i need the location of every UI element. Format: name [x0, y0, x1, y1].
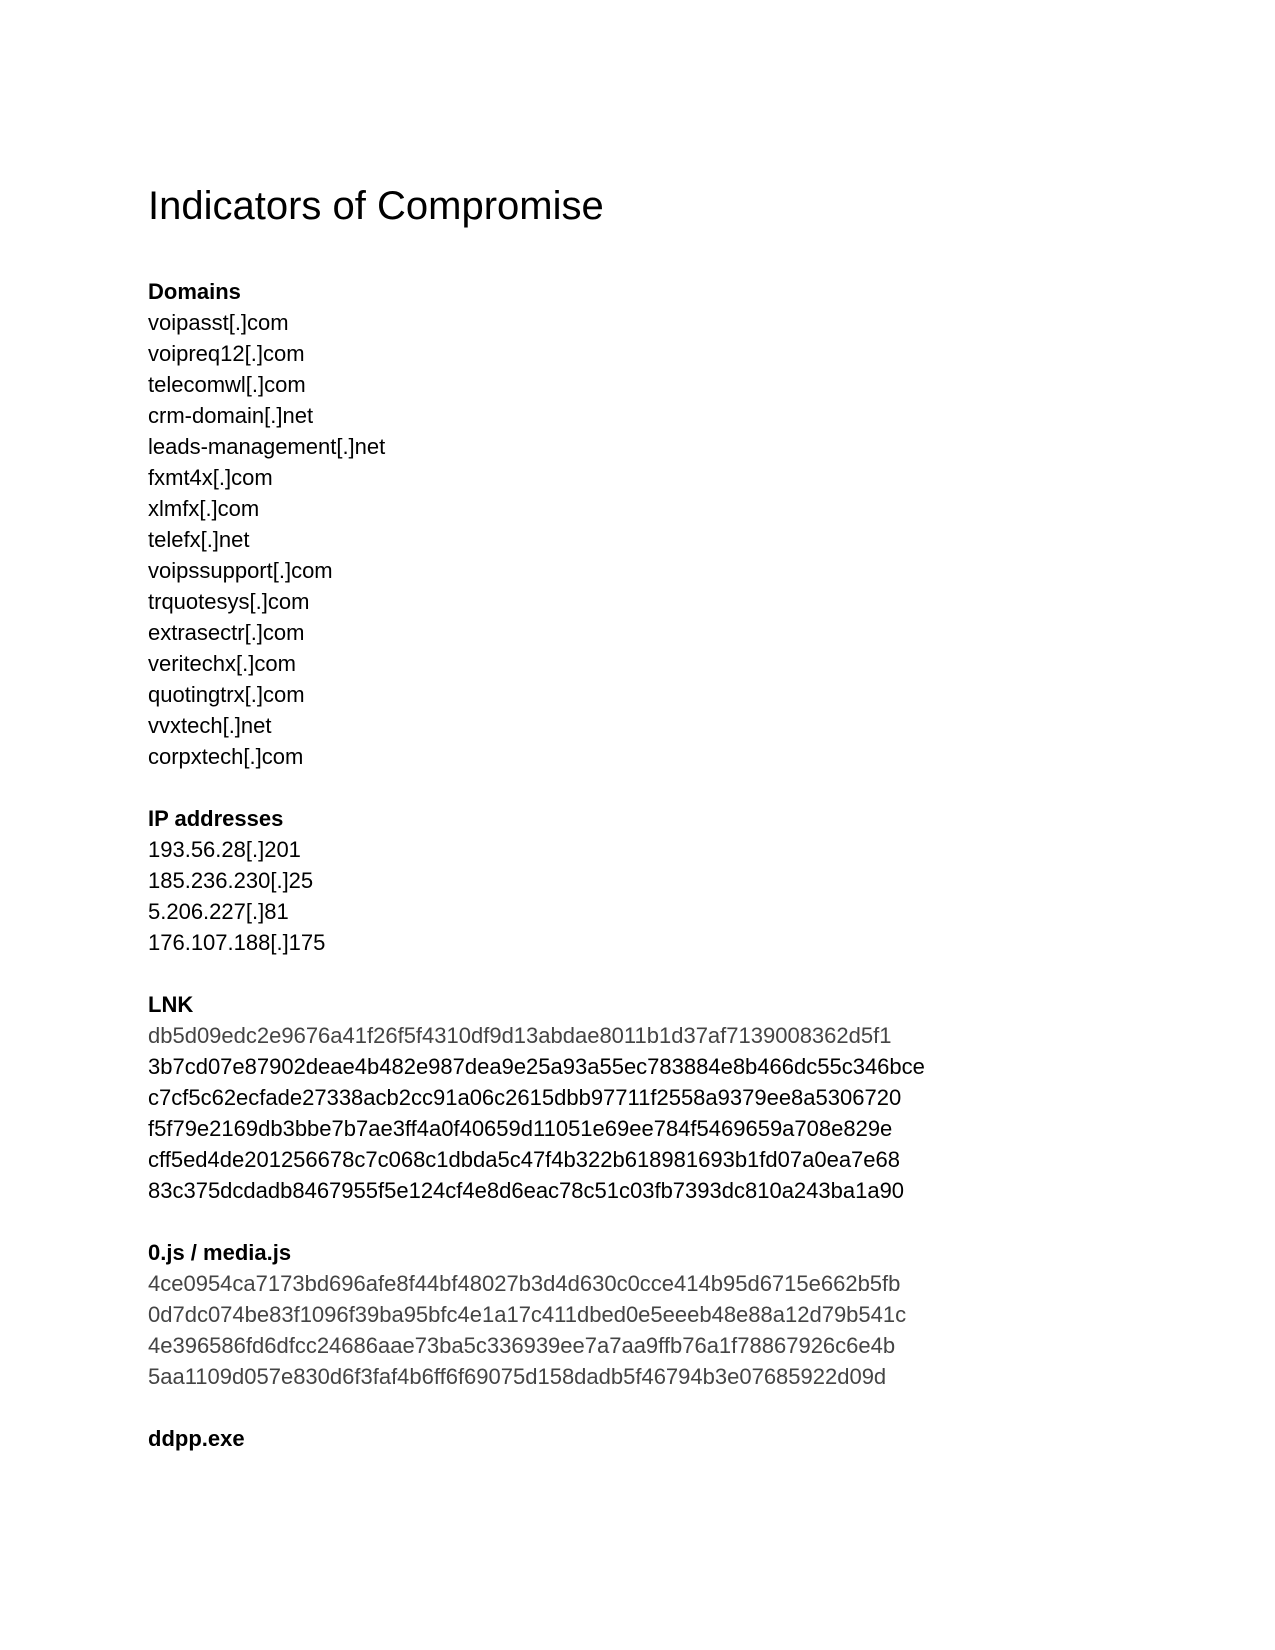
js-hash-item: 0d7dc074be83f1096f39ba95bfc4e1a17c411dbed0e5eeeb48e88a12d79b541c — [148, 1302, 907, 1327]
exe-section — [148, 1423, 1148, 1454]
js-hash-item: 5aa1109d057e830d6f3faf4b6ff6f69075d158dadb5f46794b3e07685922d09d — [148, 1364, 887, 1389]
lnk-heading: LNK — [148, 992, 194, 1017]
domains-section — [148, 276, 1148, 772]
ip-addresses-list — [148, 834, 1148, 958]
domain-item: trquotesys[.]com — [148, 589, 310, 614]
domain-item: voipreq12[.]com — [148, 341, 305, 366]
lnk-hash-item: f5f79e2169db3bbe7b7ae3ff4a0f40659d11051e69ee784f5469659a708e829e — [148, 1116, 893, 1141]
domain-item: voipasst[.]com — [148, 310, 289, 335]
domain-item: crm-domain[.]net — [148, 403, 314, 428]
domain-item: telecomwl[.]com — [148, 372, 306, 397]
domain-item: leads-management[.]net — [148, 434, 386, 459]
domain-item: vvxtech[.]net — [148, 713, 272, 738]
js-section — [148, 1237, 1148, 1392]
ip-address-item: 5.206.227[.]81 — [148, 899, 289, 924]
lnk-hash-item: cff5ed4de201256678c7c068c1dbda5c47f4b322b618981693b1fd07a0ea7e68 — [148, 1147, 900, 1172]
js-heading: 0.js / media.js — [148, 1240, 292, 1265]
page-title: Indicators of Compromise — [148, 184, 604, 228]
exe-heading: ddpp.exe — [148, 1426, 245, 1451]
lnk-section — [148, 989, 1148, 1206]
domain-item: corpxtech[.]com — [148, 744, 304, 769]
domain-item: fxmt4x[.]com — [148, 465, 273, 490]
ip-address-item: 176.107.188[.]175 — [148, 930, 326, 955]
ip-address-item: 185.236.230[.]25 — [148, 868, 314, 893]
domain-item: voipssupport[.]com — [148, 558, 333, 583]
domain-item: quotingtrx[.]com — [148, 682, 305, 707]
domains-heading: Domains — [148, 279, 241, 304]
lnk-hash-item: 3b7cd07e87902deae4b482e987dea9e25a93a55ec783884e8b466dc55c346bce — [148, 1054, 925, 1079]
domain-item: telefx[.]net — [148, 527, 250, 552]
lnk-hash-item: db5d09edc2e9676a41f26f5f4310df9d13abdae8011b1d37af7139008362d5f1 — [148, 1023, 892, 1048]
js-hash-item: 4ce0954ca7173bd696afe8f44bf48027b3d4d630c0cce414b95d6715e662b5fb — [148, 1271, 901, 1296]
js-hash-item: 4e396586fd6dfcc24686aae73ba5c336939ee7a7aa9ffb76a1f78867926c6e4b — [148, 1333, 896, 1358]
domain-item: extrasectr[.]com — [148, 620, 305, 645]
ip-address-item: 193.56.28[.]201 — [148, 837, 301, 862]
domain-item: xlmfx[.]com — [148, 496, 260, 521]
lnk-hash-item: c7cf5c62ecfade27338acb2cc91a06c2615dbb97711f2558a9379ee8a5306720 — [148, 1085, 902, 1110]
lnk-hash-list — [148, 1020, 1148, 1206]
ip-addresses-section — [148, 803, 1148, 958]
lnk-hash-item: 83c375dcdadb8467955f5e124cf4e8d6eac78c51c03fb7393dc810a243ba1a90 — [148, 1178, 905, 1203]
ip-addresses-heading: IP addresses — [148, 806, 284, 831]
domain-item: veritechx[.]com — [148, 651, 296, 676]
js-hash-list — [148, 1268, 1148, 1392]
domains-list — [148, 307, 1148, 772]
